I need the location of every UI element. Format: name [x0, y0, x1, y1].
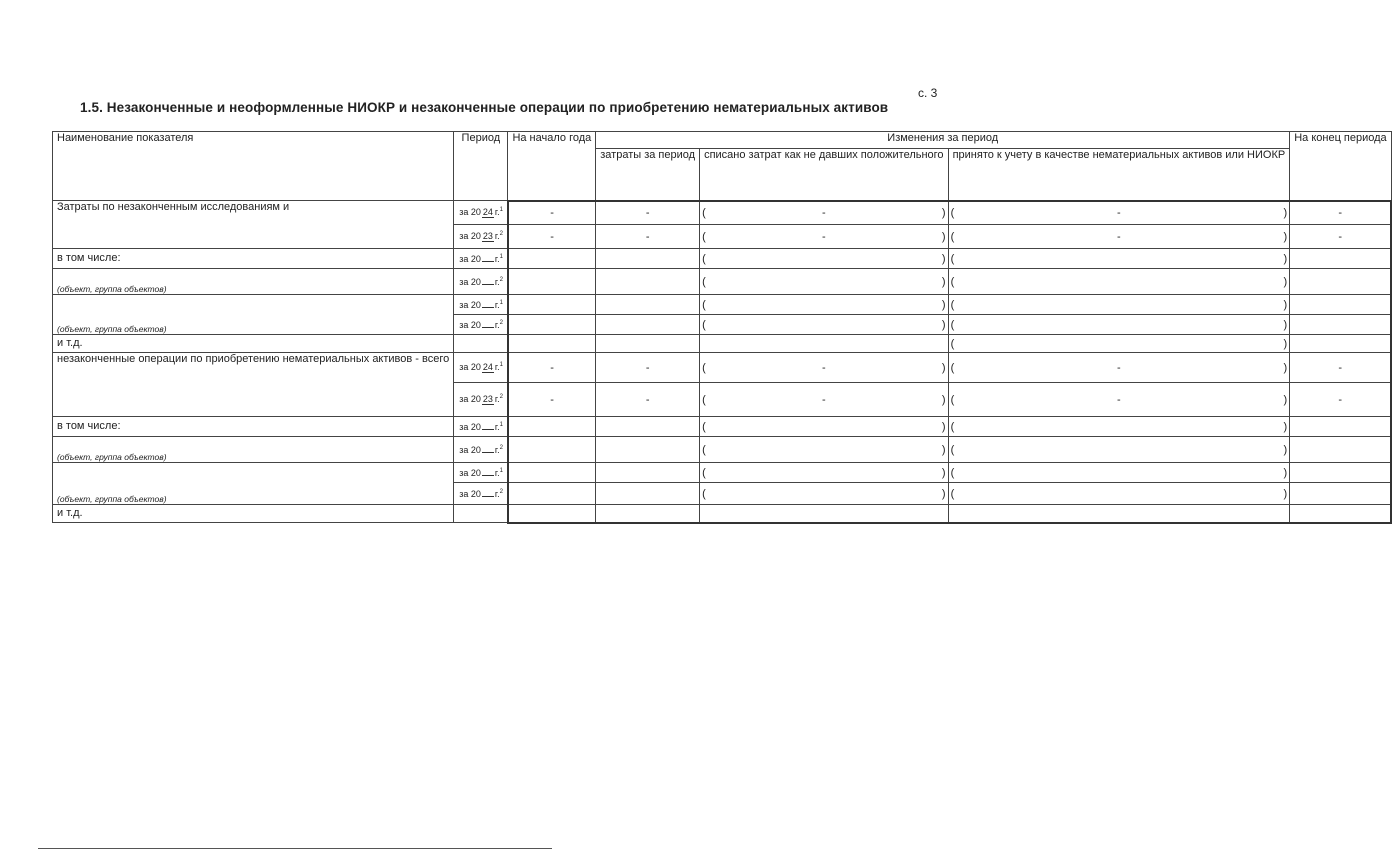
cell-text: [482, 307, 494, 308]
table-cell: [508, 417, 596, 437]
table-cell: за 20 23 г.$^2$: [454, 383, 508, 417]
cell-text: ): [941, 420, 946, 433]
table-cell: [596, 463, 700, 483]
cell-text: (: [950, 337, 955, 350]
header-accepted: принято к учету в качестве нематериальных активов или НИОКР: [948, 149, 1290, 201]
cell-text: -: [821, 230, 826, 243]
cell-text: (: [950, 275, 955, 288]
cell-text: г.: [494, 299, 500, 310]
cell-text: ): [941, 466, 946, 479]
cell-text: ): [1283, 466, 1288, 479]
cell-text: ): [941, 275, 946, 288]
cell-text: -: [1117, 206, 1121, 219]
table-cell: [1290, 249, 1391, 269]
cell-text: ): [941, 298, 946, 311]
cell-text: ): [1283, 393, 1288, 406]
table-cell: [596, 269, 700, 295]
table-cell: [948, 295, 1290, 315]
cell-text: (: [950, 252, 955, 265]
object-label: (объект, группа объектов): [53, 269, 454, 295]
table-cell: [700, 335, 948, 353]
cell-text: ): [941, 393, 946, 406]
table-cell: -: [596, 225, 700, 249]
cell-text: -: [1117, 230, 1121, 243]
cell-text: за 20: [459, 421, 481, 432]
table-cell: [700, 505, 948, 523]
cell-text: -: [821, 361, 826, 374]
cell-text: за 20: [459, 231, 481, 241]
cell-text: ): [941, 206, 946, 219]
cell-text: г.: [494, 276, 500, 287]
cell-text: ): [1283, 443, 1288, 456]
table-cell: за 20 24 г.$^1$: [454, 353, 508, 383]
cell-text: ): [941, 318, 946, 331]
cell-text: г.: [494, 207, 500, 217]
cell-text: 24: [482, 207, 493, 217]
cell-text: (: [950, 318, 955, 331]
cell-text: (: [950, 230, 955, 243]
header-start: На начало года: [508, 132, 596, 201]
cell-text: [482, 284, 494, 285]
table-cell: [700, 225, 948, 249]
period-cell: за 20 23 г.$^2$: [454, 225, 508, 249]
table-cell: [596, 335, 700, 353]
cell-text: (: [702, 206, 706, 219]
cell-text: (: [702, 298, 706, 311]
table-cell: [700, 315, 948, 335]
table-cell: [1290, 335, 1391, 353]
cell-text: ): [941, 361, 946, 374]
table-cell: [700, 353, 948, 383]
table-cell: [596, 315, 700, 335]
cell-text: за 20: [459, 299, 481, 310]
table-cell: [948, 505, 1290, 523]
table-cell: [454, 335, 508, 353]
cell-text: [482, 496, 494, 497]
table-cell: [948, 383, 1290, 417]
table-cell: [700, 463, 948, 483]
table-cell: за 20 г.$^2$: [454, 315, 508, 335]
etc-label: и т.д.: [53, 505, 454, 523]
cell-text: г.: [494, 231, 500, 241]
cell-text: г.: [494, 444, 500, 455]
table-cell: за 20 г.$^1$: [454, 249, 508, 269]
table-cell: за 20 г.$^1$: [454, 463, 508, 483]
table-cell: [700, 269, 948, 295]
cell-text: за 20: [459, 207, 481, 217]
table-cell: [508, 463, 596, 483]
cell-text: (: [950, 361, 955, 374]
cell-text: 23: [482, 231, 493, 241]
table-cell: -: [596, 383, 700, 417]
cell-text: (: [702, 466, 706, 479]
table-cell: [948, 201, 1290, 225]
cell-text: ): [1283, 230, 1288, 243]
cell-text: ): [941, 252, 946, 265]
table-cell: [508, 437, 596, 463]
cell-text: ): [1283, 420, 1288, 433]
table-cell: [596, 417, 700, 437]
table-cell: -: [508, 383, 596, 417]
cell-text: ): [941, 487, 946, 500]
object-label: (объект, группа объектов): [53, 463, 454, 505]
table-cell: [596, 505, 700, 523]
header-written-off: списано затрат как не давших положительного: [700, 149, 948, 201]
cell-text: (: [702, 252, 706, 265]
table-cell: [700, 437, 948, 463]
table-cell: [454, 505, 508, 523]
cell-text: (: [702, 275, 706, 288]
header-period: Период: [454, 132, 508, 201]
table-cell: [508, 505, 596, 523]
cell-text: [482, 452, 494, 453]
table-cell: [700, 417, 948, 437]
cell-text: -: [821, 393, 826, 406]
cell-text: г.: [494, 394, 500, 404]
cell-text: ): [1283, 318, 1288, 331]
cell-text: (: [702, 420, 706, 433]
object-label: (объект, группа объектов): [53, 295, 454, 335]
table-cell: -: [508, 201, 596, 225]
table-cell: [508, 249, 596, 269]
table-cell: [948, 269, 1290, 295]
cell-text: (: [702, 443, 706, 456]
cell-text: за 20: [459, 488, 481, 499]
table-cell: [948, 353, 1290, 383]
cell-text: за 20: [459, 319, 481, 330]
table-cell: -: [1290, 225, 1391, 249]
table-cell: [948, 249, 1290, 269]
table-cell: -: [508, 353, 596, 383]
table-cell: [948, 225, 1290, 249]
table-cell: [1290, 463, 1391, 483]
row-name-rd-costs: Затраты по незаконченным исследованиям и: [53, 201, 454, 249]
table-cell: за 20 г.$^2$: [454, 483, 508, 505]
cell-text: 23: [482, 394, 493, 404]
table-cell: [948, 417, 1290, 437]
cell-text: за 20: [459, 276, 481, 287]
table-cell: [596, 483, 700, 505]
cell-text: г.: [494, 467, 500, 478]
cell-text: ): [1283, 337, 1288, 350]
table-cell: [948, 483, 1290, 505]
cell-text: (: [702, 230, 706, 243]
table-cell: [596, 437, 700, 463]
table-cell: [1290, 269, 1391, 295]
table-cell: -: [508, 225, 596, 249]
table-cell: [1290, 505, 1391, 523]
cell-text: г.: [494, 488, 500, 499]
cell-text: -: [821, 206, 826, 219]
cell-text: (: [702, 487, 706, 500]
header-changes: Изменения за период: [596, 132, 1290, 149]
cell-text: [482, 429, 494, 430]
cell-text: г.: [494, 421, 500, 432]
period-cell: за 20 24 г.$^1$: [454, 201, 508, 225]
table-cell: [1290, 417, 1391, 437]
header-end: На конец периода: [1290, 132, 1391, 201]
cell-text: (: [950, 487, 955, 500]
cell-text: (: [950, 443, 955, 456]
cell-text: -: [1117, 361, 1121, 374]
cell-text: за 20: [459, 362, 481, 372]
table-cell: [1290, 437, 1391, 463]
cell-text: -: [1117, 393, 1121, 406]
table-cell: -: [1290, 201, 1391, 225]
table-cell: -: [1290, 353, 1391, 383]
including-label: в том числе:: [53, 417, 454, 437]
table-cell: [1290, 295, 1391, 315]
cell-text: 24: [482, 362, 493, 372]
cell-text: за 20: [459, 253, 481, 264]
table-cell: за 20 г.$^1$: [454, 417, 508, 437]
cell-text: (: [950, 466, 955, 479]
table-cell: [1290, 483, 1391, 505]
table-cell: [948, 335, 1290, 353]
cell-text: (: [950, 393, 955, 406]
cell-text: за 20: [459, 394, 481, 404]
table-cell: -: [596, 201, 700, 225]
table-cell: [508, 483, 596, 505]
cell-text: г.: [494, 253, 500, 264]
table-cell: [948, 463, 1290, 483]
cell-text: [482, 475, 494, 476]
header-costs: затраты за период: [596, 149, 700, 201]
section-title: 1.5. Незаконченные и неоформленные НИОКР и незаконченные операции по приобретению нематериальных активов: [80, 100, 889, 115]
table-cell: за 20 г.$^1$: [454, 295, 508, 315]
cell-text: (: [950, 206, 955, 219]
row-name-intangible-ops: незаконченные операции по приобретению нематериальных активов - всего: [53, 353, 454, 417]
cell-text: ): [1283, 487, 1288, 500]
header-name: Наименование показателя: [53, 132, 454, 201]
cell-text: [482, 327, 494, 328]
cell-text: (: [702, 393, 706, 406]
table-cell: [948, 437, 1290, 463]
page-number: с. 3: [918, 86, 938, 100]
cell-text: ): [1283, 275, 1288, 288]
table-cell: -: [1290, 383, 1391, 417]
table-cell: [1290, 315, 1391, 335]
cell-text: (: [950, 298, 955, 311]
table-cell: -: [596, 353, 700, 383]
table-cell: за 20 г.$^2$: [454, 269, 508, 295]
cell-text: ): [1283, 252, 1288, 265]
cell-text: (: [702, 318, 706, 331]
table-cell: [596, 295, 700, 315]
cell-text: [482, 261, 494, 262]
table-cell: [700, 295, 948, 315]
table-cell: [700, 383, 948, 417]
cell-text: (: [950, 420, 955, 433]
cell-text: ): [941, 443, 946, 456]
table-cell: [596, 249, 700, 269]
cell-text: г.: [494, 362, 500, 372]
cell-text: ): [1283, 298, 1288, 311]
report-table: [52, 131, 1392, 524]
table-cell: [700, 201, 948, 225]
cell-text: ): [941, 230, 946, 243]
cell-text: г.: [494, 319, 500, 330]
table-cell: [508, 335, 596, 353]
table-cell: [508, 295, 596, 315]
table-cell: [700, 483, 948, 505]
table-cell: за 20 г.$^2$: [454, 437, 508, 463]
cell-text: ): [1283, 206, 1288, 219]
table-cell: [508, 315, 596, 335]
cell-text: (: [702, 361, 706, 374]
cell-text: за 20: [459, 444, 481, 455]
including-label: в том числе:: [53, 249, 454, 269]
etc-label: и т.д.: [53, 335, 454, 353]
table-cell: [948, 315, 1290, 335]
table-cell: [508, 269, 596, 295]
cell-text: за 20: [459, 467, 481, 478]
object-label: (объект, группа объектов): [53, 437, 454, 463]
table-cell: [700, 249, 948, 269]
cell-text: ): [1283, 361, 1288, 374]
